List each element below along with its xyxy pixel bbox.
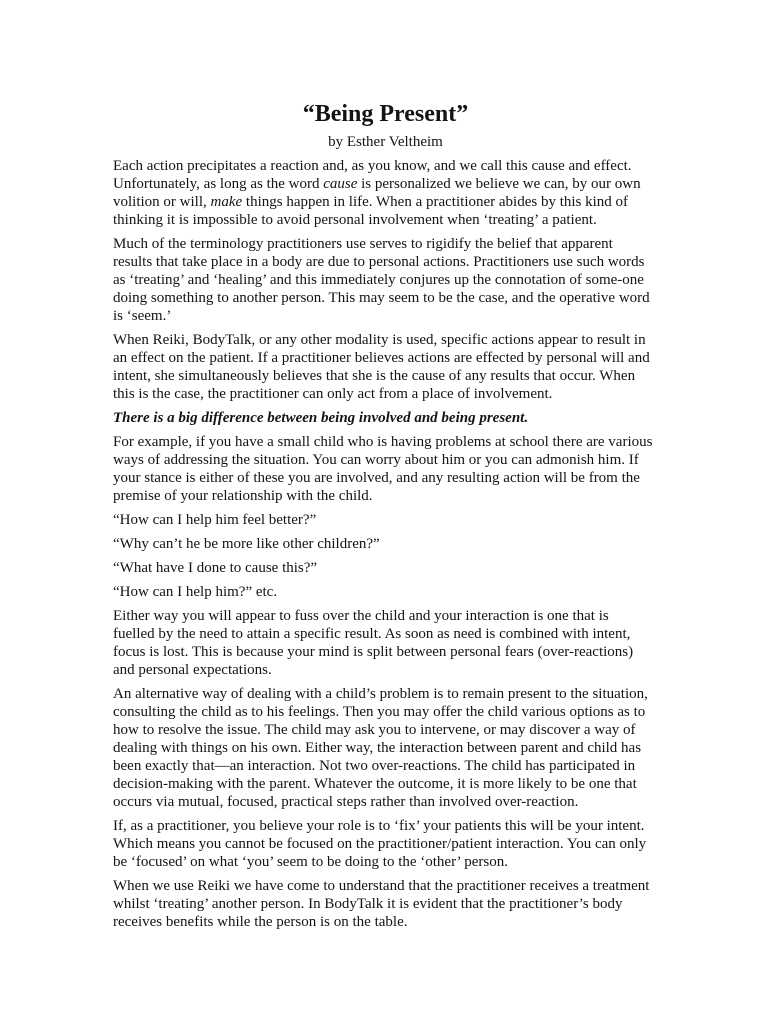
text-line: been exactly that—an interaction. Not two over-reactions. The child has participated in bbox=[113, 758, 636, 774]
paragraph bbox=[113, 877, 658, 931]
text-line: fuelled by the need to attain a specific result. As soon as need is combined with intent, bbox=[113, 626, 631, 642]
article-body bbox=[113, 157, 658, 931]
paragraph bbox=[113, 157, 658, 229]
paragraph bbox=[113, 235, 658, 325]
text-segment: Unfortunately, as long as the word bbox=[113, 176, 324, 192]
text-line: When we use Reiki we have come to understand that the practitioner receives a treatment bbox=[113, 878, 650, 894]
page-title: “Being Present” bbox=[302, 101, 469, 127]
text-line: There is a big difference between being involved and being present. bbox=[113, 410, 529, 426]
paragraph bbox=[113, 535, 658, 553]
paragraph bbox=[113, 685, 658, 811]
text-line: decision-making with the parent. Whatever the outcome, it is more likely to be one that bbox=[113, 776, 637, 792]
text-line: results that take place in a body are due to personal actions. Practitioners use such words bbox=[113, 254, 645, 270]
text-line: occurs via mutual, focused, practical steps rather than involved over-reaction. bbox=[113, 794, 579, 810]
text-line: “Why can’t he be more like other children?” bbox=[113, 536, 380, 552]
paragraph bbox=[113, 433, 658, 505]
text-line bbox=[113, 193, 658, 211]
text-line: Which means you cannot be focused on the practitioner/patient interaction. You can only bbox=[113, 836, 647, 852]
text-line: how to resolve the issue. The child may ask you to intervene, or may discover a way of bbox=[113, 722, 636, 738]
text-line: consulting the child as to his feelings. Then you may offer the child various options as to bbox=[113, 704, 646, 720]
paragraph bbox=[113, 559, 658, 577]
text-line: be ‘focused’ on what ‘you’ seem to be doing to the ‘other’ person. bbox=[113, 854, 509, 870]
text-line: An alternative way of dealing with a child’s problem is to remain present to the situation, bbox=[113, 686, 648, 702]
text-segment: is personalized we believe we can, by our own bbox=[357, 176, 641, 192]
text-line: For example, if you have a small child who is having problems at school there are various bbox=[113, 434, 653, 450]
byline: by Esther Veltheim bbox=[328, 134, 443, 150]
text-line: Each action precipitates a reaction and, as you know, and we call this cause and effect. bbox=[113, 158, 632, 174]
text-line: this is the case, the practitioner can only act from a place of involvement. bbox=[113, 386, 553, 402]
text-line: whilst ‘treating’ another person. In BodyTalk it is evident that the practitioner’s body bbox=[113, 896, 623, 912]
text-line: dealing with things on his own. Either way, the interaction between parent and child has bbox=[113, 740, 642, 756]
text-line: intent, she simultaneously believes that she is the cause of any results that occur. When bbox=[113, 368, 636, 384]
paragraph bbox=[113, 511, 658, 529]
emphasized-word: make bbox=[210, 194, 243, 210]
text-line: thinking it is impossible to avoid personal involvement when ‘treating’ a patient. bbox=[113, 212, 597, 228]
text-line: Either way you will appear to fuss over the child and your interaction is one that is bbox=[113, 608, 609, 624]
text-line: “What have I done to cause this?” bbox=[113, 560, 318, 576]
text-line: premise of your relationship with the child. bbox=[113, 488, 373, 504]
text-line: “How can I help him feel better?” bbox=[113, 512, 317, 528]
text-line: your stance is either of these you are involved, and any resulting action will be from the bbox=[113, 470, 640, 486]
text-line: “How can I help him?” etc. bbox=[113, 584, 278, 600]
text-line: as ‘treating’ and ‘healing’ and this immediately conjures up the connotation of some-one bbox=[113, 272, 644, 288]
emphasis-paragraph bbox=[113, 409, 658, 427]
text-line bbox=[113, 175, 658, 193]
paragraph bbox=[113, 331, 658, 403]
paragraph bbox=[113, 607, 658, 679]
text-line: doing something to another person. This may seem to be the case, and the operative word bbox=[113, 290, 650, 306]
emphasized-word: cause bbox=[323, 176, 358, 192]
text-segment: things happen in life. When a practitioner abides by this kind of bbox=[242, 194, 629, 210]
document-page bbox=[113, 100, 658, 937]
text-line: If, as a practitioner, you believe your role is to ‘fix’ your patients this will be your intent. bbox=[113, 818, 645, 834]
text-line: receives benefits while the person is on the table. bbox=[113, 914, 408, 930]
text-line: is ‘seem.’ bbox=[113, 308, 172, 324]
text-line: When Reiki, BodyTalk, or any other modality is used, specific actions appear to result in bbox=[113, 332, 646, 348]
text-line: ways of addressing the situation. You can worry about him or you can admonish him. If bbox=[113, 452, 639, 468]
text-line: and personal expectations. bbox=[113, 662, 272, 678]
text-line: an effect on the patient. If a practitioner believes actions are effected by personal will and bbox=[113, 350, 650, 366]
paragraph bbox=[113, 583, 658, 601]
text-line: Much of the terminology practitioners use serves to rigidify the belief that apparent bbox=[113, 236, 613, 252]
text-segment: volition or will, bbox=[113, 194, 211, 210]
paragraph bbox=[113, 817, 658, 871]
text-line: focus is lost. This is because your mind is split between personal fears (over-reactions) bbox=[113, 644, 634, 660]
